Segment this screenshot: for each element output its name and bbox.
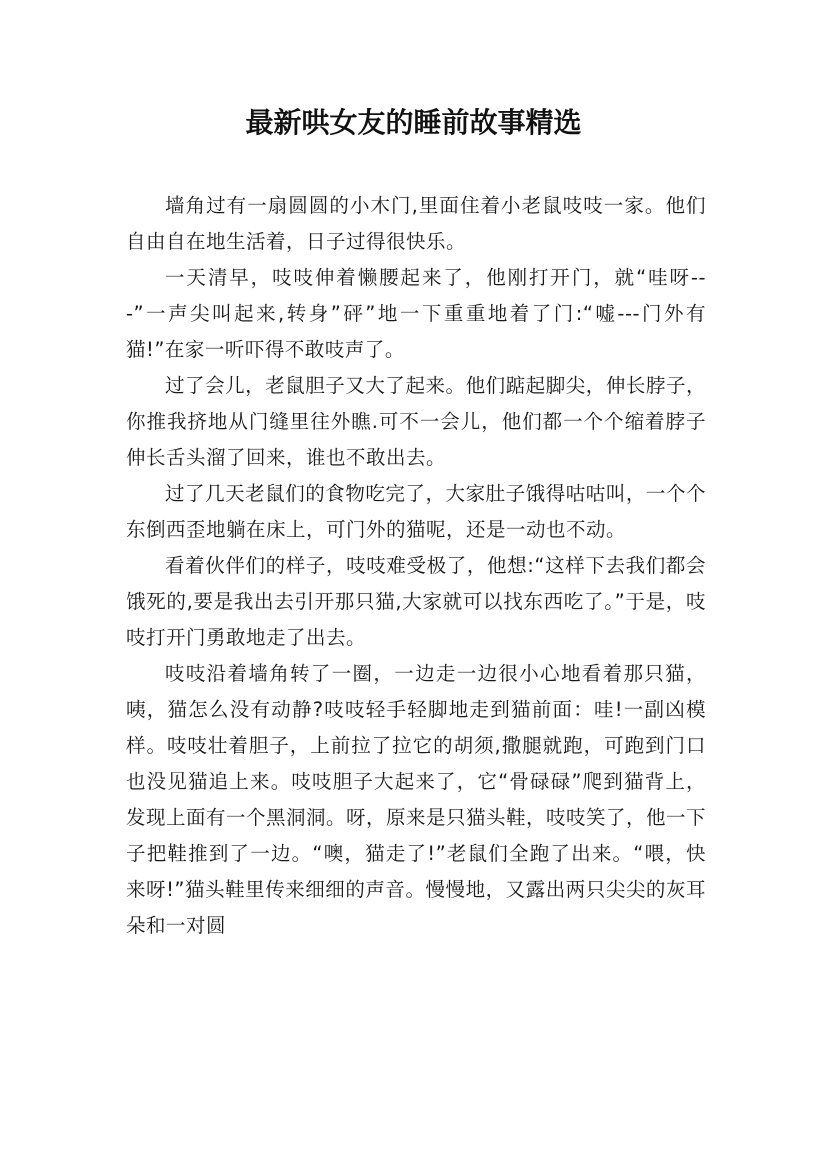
document-title: 最新哄女友的睡前故事精选 (245, 106, 582, 139)
paragraph: 墙角过有一扇圆圆的小木门,里面住着小老鼠吱吱一家。他们自由自在地生活着，日子过得很快乐。 (126, 194, 706, 253)
paragraph: 过了几天老鼠们的食物吃完了，大家肚子饿得咕咕叫，一个个东倒西歪地躺在床上，可门外的猫呢，还是一动也不动。 (126, 482, 706, 541)
document-body (126, 188, 706, 944)
paragraph: 看着伙伴们的样子，吱吱难受极了，他想:“这样下去我们都会饿死的,要是我出去引开那只猫,大家就可以找东西吃了。”于是，吱吱打开门勇敢地走了出去。 (126, 554, 706, 649)
paragraph: 一天清早，吱吱伸着懒腰起来了，他刚打开门，就“哇呀---”一声尖叫起来,转身”砰”地一下重重地着了门:“嘘---门外有猫!”在家一听吓得不敢吱声了。 (126, 266, 706, 361)
paragraph: 过了会儿，老鼠胆子又大了起来。他们踮起脚尖，伸长脖子，你推我挤地从门缝里往外瞧.可不一会儿，他们都一个个缩着脖子伸长舌头溜了回来，谁也不敢出去。 (126, 374, 706, 469)
paragraph: 吱吱沿着墙角转了一圈，一边走一边很小心地看着那只猫，咦，猫怎么没有动静?吱吱轻手轻脚地走到猫前面：哇!一副凶模样。吱吱壮着胆子，上前拉了拉它的胡须,撒腿就跑，可跑到门口也没见猫追上来。吱吱胆子大起来了，它“骨碌碌”爬到猫背上，发现上面有一个黑洞洞。呀，原来是只猫头鞋，吱吱笑了，他一下子把鞋推到了一边。“噢，猫走了!”老鼠们全跑了出来。“喂，快来呀!”猫头鞋里传来细细的声音。慢慢地，又露出两只尖尖的灰耳朵和一对圆 (126, 662, 707, 937)
